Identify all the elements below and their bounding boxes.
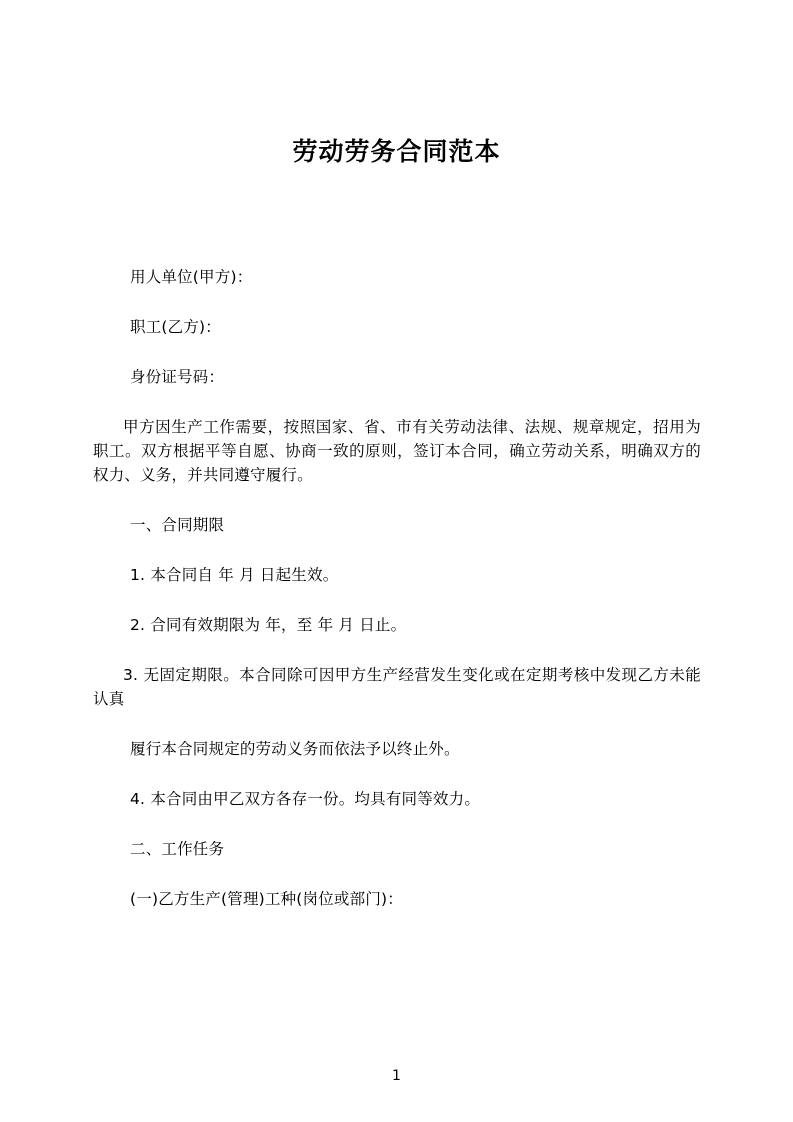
paragraph-clause-1-1: 1. 本合同自 年 月 日起生效。 [130, 565, 339, 584]
paragraph-clause-1-4: 4. 本合同由甲乙双方各存一份。均具有同等效力。 [130, 789, 481, 808]
document-body [0, 265, 793, 911]
paragraph-preamble: 甲方因生产工作需要，按照国家、省、市有关劳动法律、法规、规章规定，招用为职工。双方根据平等自愿、协商一致的原则，签订本合同，确立劳动关系，明确双方的权力、义务，并共同遵守履行。 [93, 417, 701, 484]
paragraph-employee-line: 职工(乙方)： [130, 317, 221, 336]
heading-section-two: 二、工作任务 [130, 839, 225, 858]
heading-section-one: 一、合同期限 [130, 515, 225, 534]
page-title: 劳动劳务合同范本 [292, 137, 501, 166]
paragraph-clause-1-3: 3. 无固定期限。本合同除可因甲方生产经营发生变化或在定期考核中发现乙方未能认真 [93, 665, 701, 708]
paragraph-id-number-line: 身份证号码： [130, 367, 225, 386]
paragraph-clause-1-2: 2. 合同有效期限为 年，至 年 月 日止。 [130, 615, 407, 634]
paragraph-clause-1-3-continued: 履行本合同规定的劳动义务而依法予以终止外。 [130, 739, 460, 758]
paragraph-clause-2-1: (一)乙方生产(管理)工种(岗位或部门)： [130, 889, 403, 908]
paragraph-employer-line: 用人单位(甲方)： [130, 267, 253, 286]
page-number: 1 [392, 1068, 401, 1084]
